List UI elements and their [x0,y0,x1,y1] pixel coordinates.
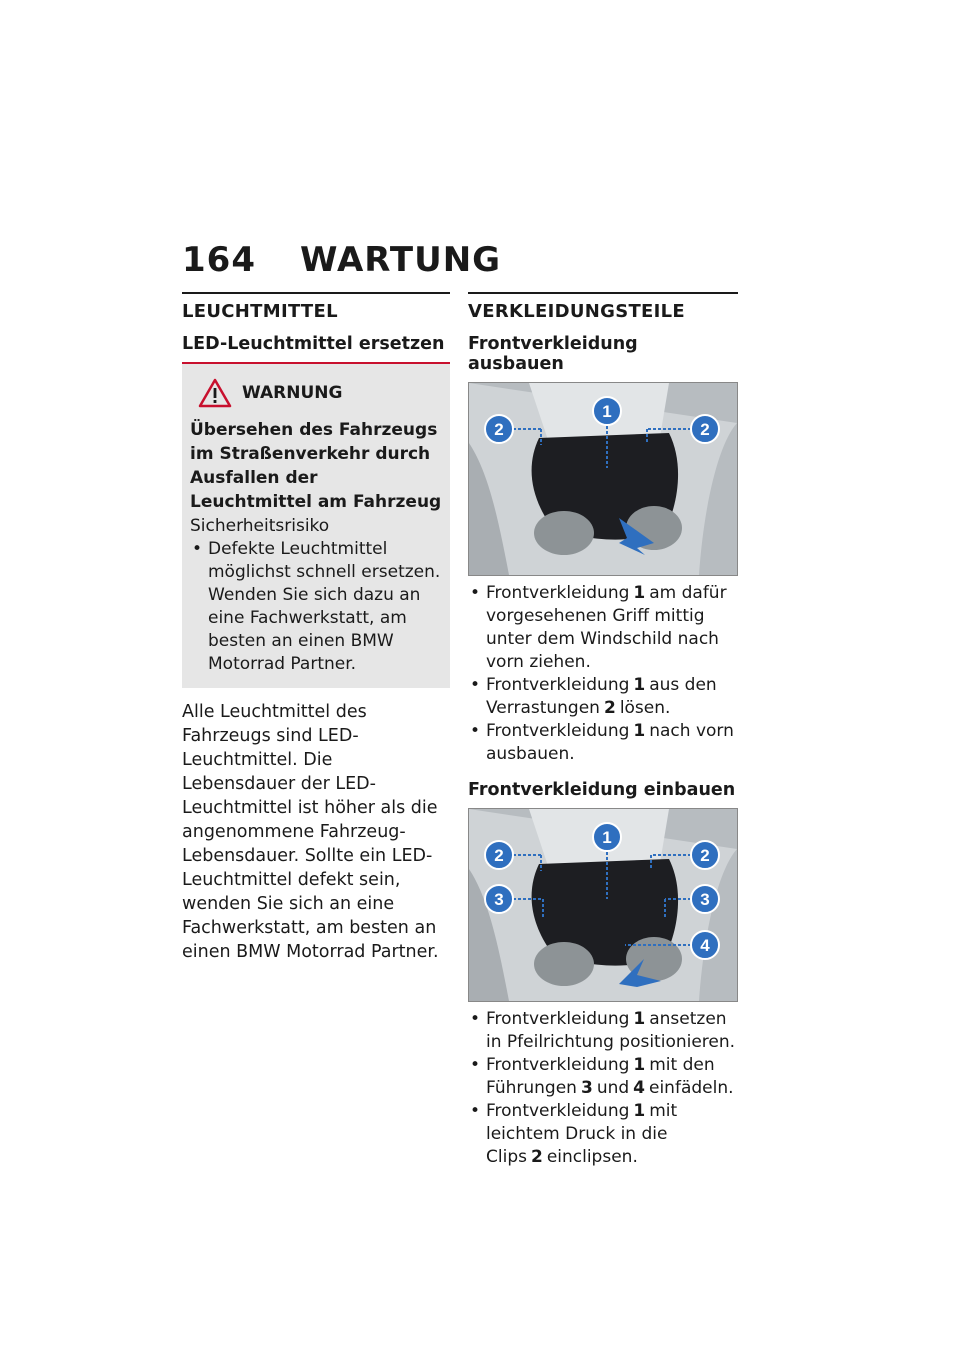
body-paragraph: Alle Leuchtmittel des Fahrzeugs sind LED-Leuchtmittel. Die Lebensdauer der LED-Leuchtmittel ist höher als die angenommene Fahrzeug-Lebensdauer. Sollte ein LED-Leuchtmittel defekt sein, wenden Sie sich an eine Fachwerkstatt, am besten an einen BMW Motorrad Partner. [182,702,439,962]
fairing-remove-illustration [469,383,737,575]
svg-text:4: 4 [700,936,710,955]
list-item: • Frontverkleidung 1 mit den Führungen 3 und 4 einfädeln. [470,1055,734,1098]
svg-text:2: 2 [494,846,504,865]
callout-2-left [485,841,513,869]
warning-triangle-icon [198,378,232,408]
callout-3-right [691,885,719,913]
sub-title-einbauen: Frontverkleidung einbauen [468,780,736,800]
left-column [182,292,450,964]
svg-text:2: 2 [700,846,710,865]
right-column [468,292,738,1169]
warning-header [190,378,442,408]
callout-1 [593,397,621,425]
svg-text:2: 2 [700,420,710,439]
sub-title-led: LED-Leuchtmittel ersetzen [182,334,445,354]
callout-4 [691,931,719,959]
callout-3-left [485,885,513,913]
callout-2-left [485,415,513,443]
warning-label: WARNUNG [242,383,343,403]
callout-2-right [691,415,719,443]
list-item: • Frontverkleidung 1 aus den Verrastungen 2 lösen. [470,675,717,718]
list-item: • Frontverkleidung 1 nach vorn ausbauen. [470,721,734,764]
svg-text:2: 2 [494,420,504,439]
page-number: 164 [182,240,256,280]
warning-box [182,362,450,688]
list-item: • Frontverkleidung 1 am dafür vorgesehenen Griff mittig unter dem Windschild nach vorn ziehen. [470,583,727,672]
section-title-leuchtmittel: LEUCHTMITTEL [182,292,450,322]
warning-measures [190,538,442,676]
photo-install-fairing [468,808,738,1002]
fairing-install-illustration [469,809,737,1001]
page-header [182,240,501,280]
install-steps [468,1008,738,1169]
list-item: • Frontverkleidung 1 mit leichtem Druck in die Clips 2 einclipsen. [470,1101,678,1167]
svg-text:3: 3 [494,890,504,909]
photo-remove-fairing [468,382,738,576]
callout-1 [593,823,621,851]
chapter-title: WARTUNG [299,240,502,280]
callout-2-right [691,841,719,869]
svg-text:1: 1 [602,828,612,847]
warning-hazard: Übersehen des Fahrzeugs im Straßenverkehr durch Ausfallen der Leuchtmittel am Fahrzeug [190,420,442,512]
section-title-verkleidung: VERKLEIDUNGSTEILE [468,292,738,322]
warning-risk: Sicherheitsrisiko [190,516,330,536]
sub-title-ausbauen: Frontverkleidung ausbauen [468,334,638,374]
svg-text:3: 3 [700,890,710,909]
list-item: • Frontverkleidung 1 ansetzen in Pfeilrichtung positionieren. [470,1009,736,1052]
remove-steps [468,582,738,766]
svg-text:1: 1 [602,402,612,421]
list-item: • Defekte Leuchtmittel möglichst schnell ersetzen. Wenden Sie sich dazu an eine Fachwerkstatt, am besten an einen BMW Motorrad Partner. [192,539,441,674]
